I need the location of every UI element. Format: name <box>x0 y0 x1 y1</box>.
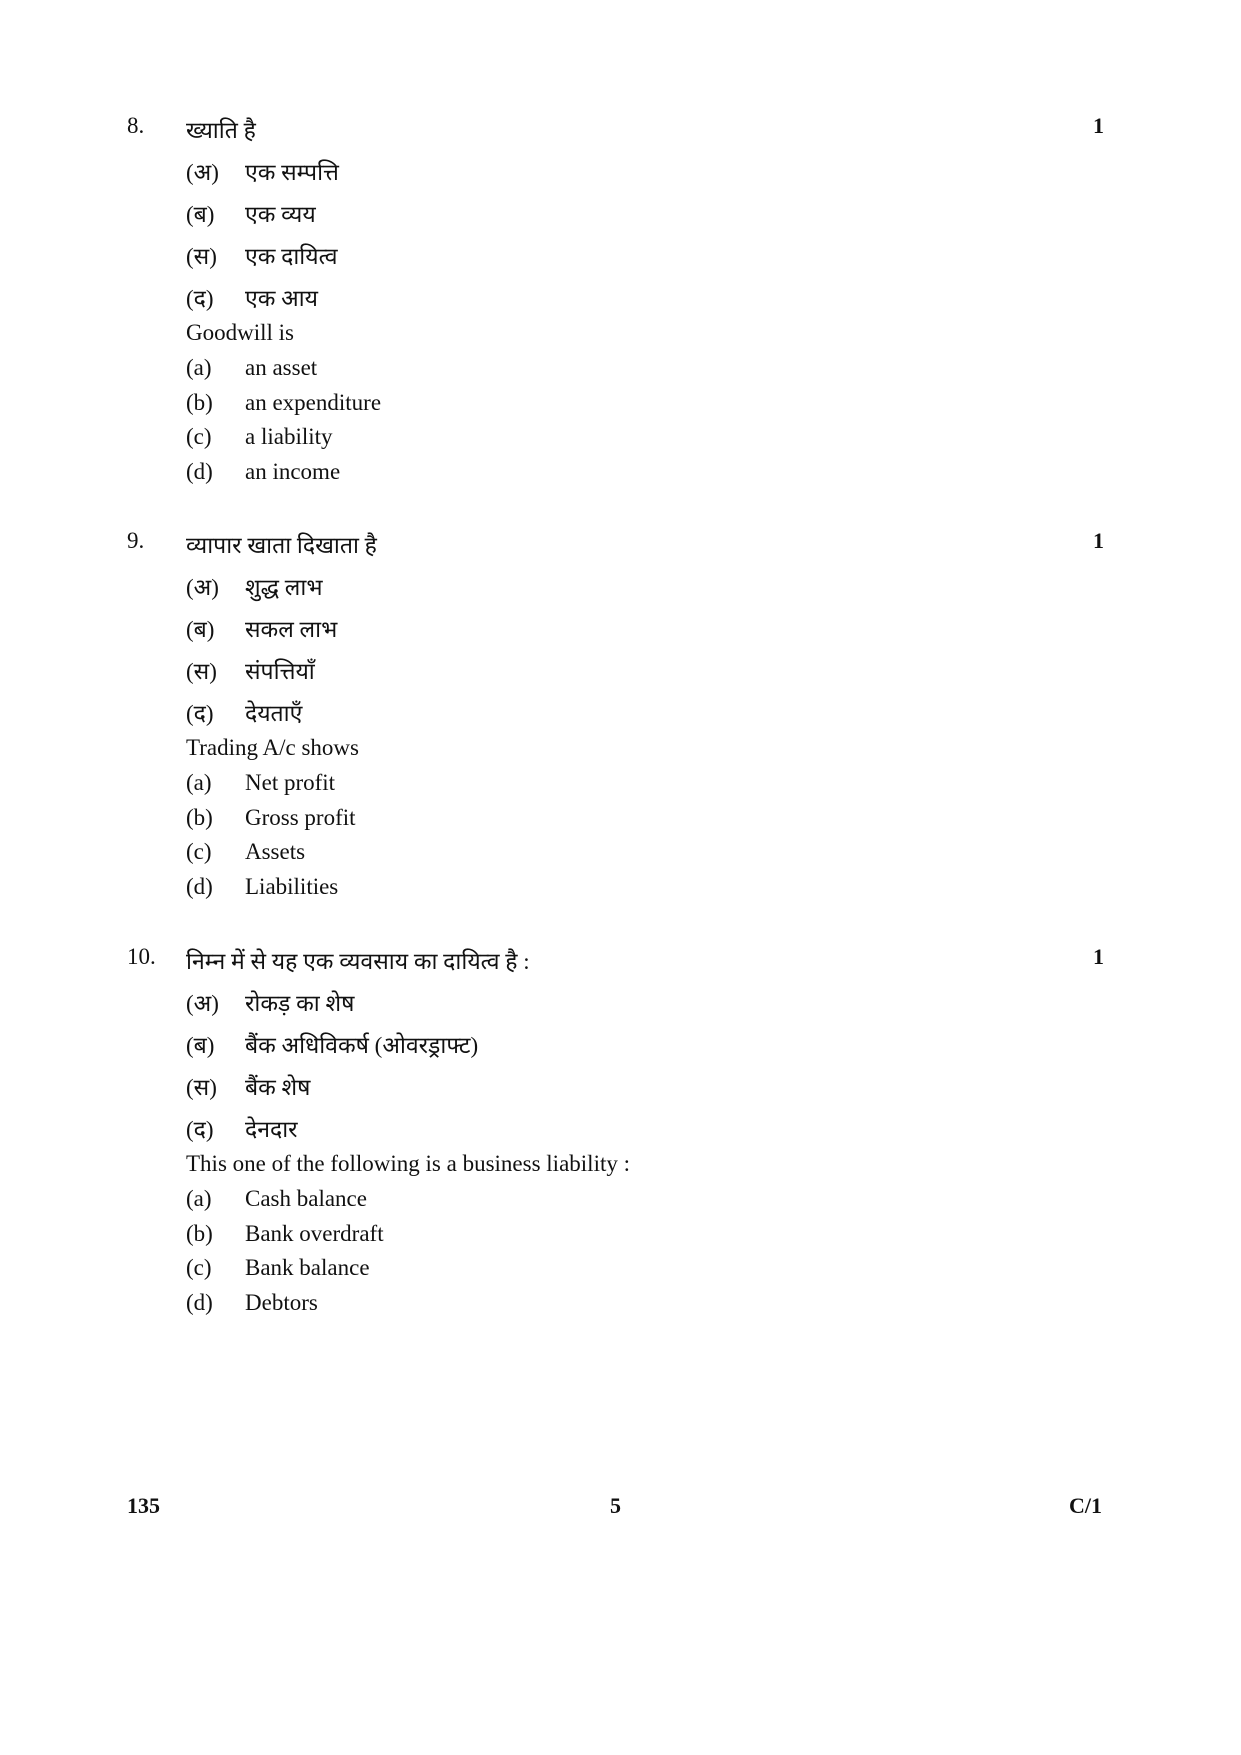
question-marks: 1 <box>1093 113 1104 138</box>
option-label: (ब) <box>186 202 215 227</box>
option-text: Debtors <box>245 1290 318 1315</box>
option-label: (d) <box>186 1290 213 1315</box>
option-text: देनदार <box>245 1117 298 1142</box>
option-label: (द) <box>186 701 214 726</box>
question-stem-english: This one of the following is a business liability : <box>186 1151 630 1176</box>
option-text: Bank balance <box>245 1255 370 1280</box>
option-text: Cash balance <box>245 1186 367 1211</box>
question-stem-hindi: ख्याति है <box>186 118 256 143</box>
option-text: Net profit <box>245 770 336 795</box>
option-text: an expenditure <box>245 390 382 415</box>
option-label: (ब) <box>186 617 215 642</box>
option-label: (b) <box>186 1221 213 1246</box>
question-marks: 1 <box>1093 944 1104 969</box>
option-label: (b) <box>186 390 213 415</box>
option-label: (a) <box>186 1186 212 1211</box>
page-number: 5 <box>610 1493 621 1518</box>
option-text: संपत्तियाँ <box>245 659 315 684</box>
option-text: an asset <box>245 355 318 380</box>
option-label: (c) <box>186 424 212 449</box>
option-text: एक आय <box>245 286 318 311</box>
question-number: 9. <box>127 528 145 553</box>
option-label: (ब) <box>186 1033 215 1058</box>
option-text: एक व्यय <box>245 202 316 227</box>
question-stem-hindi: निम्न में से यह एक व्यवसाय का दायित्व है : <box>186 949 530 974</box>
option-text: सकल लाभ <box>245 617 338 642</box>
option-label: (द) <box>186 286 214 311</box>
question-stem-english: Goodwill is <box>186 320 294 345</box>
option-label: (b) <box>186 805 213 830</box>
option-label: (अ) <box>186 575 219 600</box>
option-text: देयताएँ <box>245 701 303 726</box>
option-label: (अ) <box>186 991 219 1016</box>
option-text: Gross profit <box>245 805 356 830</box>
option-text: एक दायित्व <box>245 244 338 269</box>
option-text: Assets <box>245 839 306 864</box>
option-label: (a) <box>186 770 212 795</box>
question-number: 10. <box>127 944 156 969</box>
option-label: (c) <box>186 1255 212 1280</box>
option-text: a liability <box>245 424 333 449</box>
question-marks: 1 <box>1093 528 1104 553</box>
option-text: an income <box>245 459 341 484</box>
option-text: Bank overdraft <box>245 1221 384 1246</box>
option-label: (स) <box>186 659 217 684</box>
option-text: बैंक अधिविकर्ष (ओवरड्राफ्ट) <box>245 1033 479 1058</box>
question-header <box>0 944 1241 984</box>
option-label: (c) <box>186 839 212 864</box>
option-label: (द) <box>186 1117 214 1142</box>
option-label: (स) <box>186 244 217 269</box>
question-header <box>0 113 1241 153</box>
option-label: (d) <box>186 874 213 899</box>
option-label: (स) <box>186 1075 217 1100</box>
option-text: रोकड़ का शेष <box>245 991 355 1016</box>
question-stem-english: Trading A/c shows <box>186 735 359 760</box>
option-label: (d) <box>186 459 213 484</box>
question-stem-hindi: व्यापार खाता दिखाता है <box>186 533 377 558</box>
option-text: Liabilities <box>245 874 339 899</box>
option-text: शुद्ध लाभ <box>245 575 323 600</box>
question-number: 8. <box>127 113 145 138</box>
option-text: बैंक शेष <box>245 1075 311 1100</box>
question-header <box>0 528 1241 568</box>
paper-set: C/1 <box>1069 1493 1102 1518</box>
paper-code: 135 <box>127 1493 160 1518</box>
option-text: एक सम्पत्ति <box>245 160 339 185</box>
option-label: (अ) <box>186 160 219 185</box>
option-label: (a) <box>186 355 212 380</box>
